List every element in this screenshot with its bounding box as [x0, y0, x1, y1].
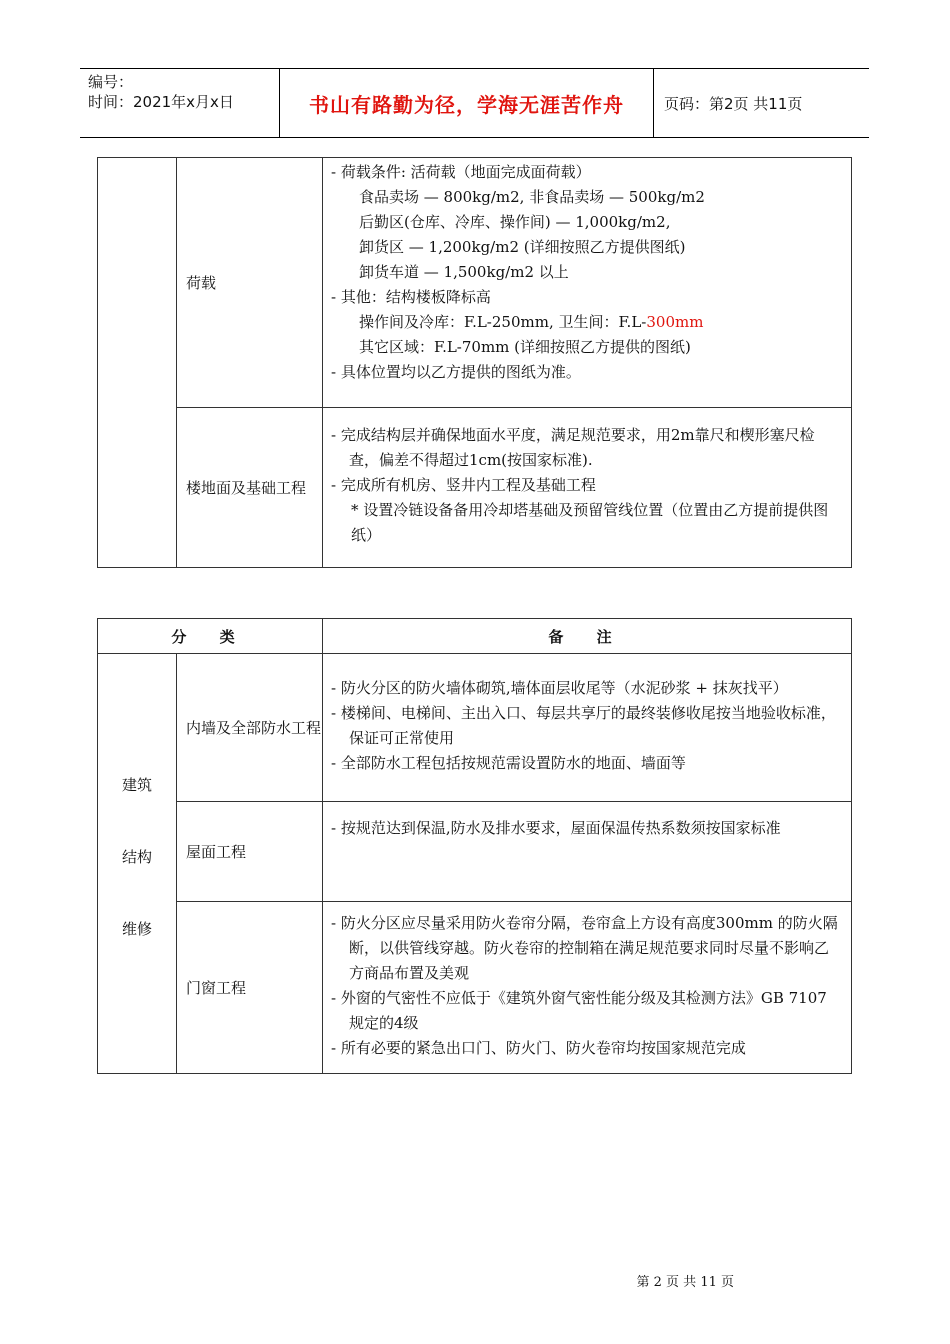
- list-item: - 具体位置均以乙方提供的图纸为准。: [331, 363, 581, 381]
- list-item: 食品卖场 — 800kg/m2, 非食品卖场 — 500kg/m2: [359, 188, 705, 206]
- header-meta: [80, 69, 280, 137]
- footer-page-number: 第 2 页 共 11 页: [636, 1275, 734, 1290]
- list-item: 卸货车道 — 1,500kg/m2 以上: [359, 263, 569, 281]
- table-row: [98, 902, 852, 1074]
- motto: 书山有路勤为径，学海无涯苦作舟: [309, 92, 624, 117]
- list-item: - 外窗的气密性不应低于《建筑外窗气密性能分级及其检测方法》GB 7107规定的4级: [331, 988, 827, 1032]
- list-item: - 其他：结构楼板降标高: [331, 288, 491, 306]
- row-content: [323, 654, 852, 802]
- category-label: 结构: [121, 848, 152, 866]
- time-label: 时间：2021年x月x日: [88, 93, 234, 111]
- table-row: [98, 802, 852, 902]
- list-item: 后勤区(仓库、冷库、操作间) — 1,000kg/m2,: [359, 213, 671, 231]
- row-label: 楼地面及基础工程: [177, 408, 323, 568]
- row-content: [323, 902, 852, 1074]
- list-item: - 完成所有机房、竖井内工程及基础工程: [331, 476, 596, 494]
- load-table: [97, 157, 852, 568]
- page-footer: [0, 1271, 950, 1290]
- construction-table: [97, 618, 852, 1074]
- list-item: 其它区域：F.L-70mm (详细按照乙方提供的图纸): [359, 338, 691, 356]
- column-header-remarks: 备 注: [323, 619, 852, 654]
- row-content: [323, 408, 852, 568]
- category-label: 建筑: [121, 776, 152, 794]
- ops-text: 操作间及冷库：F.L-250mm, 卫生间：F.L-: [359, 313, 647, 331]
- list-item: - 楼梯间、电梯间、主出入口、每层共享厅的最终装修收尾按当地验收标准，保证可正常使用: [331, 703, 836, 747]
- table-row: [98, 158, 852, 408]
- list-item: - 所有必要的紧急出口门、防火门、防火卷帘均按国家规范完成: [331, 1038, 746, 1057]
- number-label: 编号：: [88, 73, 134, 91]
- row-label: 荷载: [177, 158, 323, 408]
- list-item: [331, 310, 841, 335]
- row-label: 内墙及全部防水工程: [177, 654, 323, 802]
- category-cell: [98, 654, 177, 1074]
- list-item: - 防火分区的防火墙体砌筑,墙体面层收尾等（水泥砂浆 + 抹灰找平）: [331, 678, 788, 697]
- empty-category-cell: [98, 158, 177, 568]
- list-item: 卸货区 — 1,200kg/m2 (详细按照乙方提供图纸): [359, 238, 686, 256]
- list-item: - 荷载条件: 活荷载（地面完成面荷载）: [331, 163, 591, 181]
- page-header: [80, 68, 869, 138]
- row-label: 屋面工程: [177, 802, 323, 902]
- ops-red-value: 300mm: [646, 313, 704, 331]
- category-label: 维修: [121, 920, 152, 938]
- table-row: [98, 408, 852, 568]
- row-content: [323, 802, 852, 902]
- table-row: [98, 654, 852, 802]
- list-item: - 全部防水工程包括按规范需设置防水的地面、墙面等: [331, 753, 686, 772]
- list-item: - 完成结构层并确保地面水平度，满足规范要求，用2m靠尺和楔形塞尺检查，偏差不得超过1cm(按国家标准).: [331, 426, 815, 469]
- row-label: 门窗工程: [177, 902, 323, 1074]
- column-header-category: 分 类: [98, 619, 323, 654]
- header-motto-cell: [280, 69, 654, 137]
- list-item: - 防火分区应尽量采用防火卷帘分隔，卷帘盒上方设有高度300mm 的防火隔断，以供管线穿越。防火卷帘的控制箱在满足规范要求同时尽量不影响乙方商品布置及美观: [331, 913, 838, 982]
- row-content: [323, 158, 852, 408]
- table-header-row: [98, 619, 852, 654]
- page-number-label: 页码：第2页 共11页: [664, 94, 803, 113]
- list-item: - 按规范达到保温,防水及排水要求，屋面保温传热系数须按国家标准: [331, 819, 781, 837]
- list-item: * 设置冷链设备备用冷却塔基础及预留管线位置（位置由乙方提前提供图纸）: [351, 501, 829, 544]
